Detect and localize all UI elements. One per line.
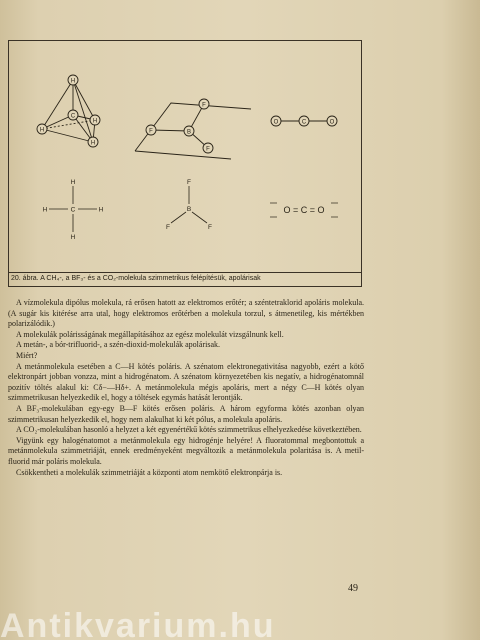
figure-20	[8, 40, 362, 287]
paragraph: A metán-, a bór-trifluorid-, a szén-dioxid-molekulák apolárisak.	[16, 340, 220, 350]
atom-label-b: B	[186, 206, 192, 213]
paragraph: Miért?	[16, 350, 38, 360]
paragraph: A vízmolekula dipólus molekula, rá erősen hatott az elektromos erőtér; a széntetraklorid apoláris molekula. (A sugár kis kitérése arra utal, hogy elektromos erőtérben a molekula torzul, s átmenetileg, kis mértékben polarizálódik.)	[8, 298, 364, 329]
atom-label-f: F	[202, 102, 206, 109]
atom-label-c: C	[70, 113, 76, 120]
atom-label-f: F	[166, 224, 170, 231]
atom-label-h: H	[98, 206, 104, 214]
paragraph: A CO₂-molekulában hasonló a helyzet a két egyenértékű kötés szimmetrikus elhelyezkedése következtében.	[16, 425, 362, 435]
paragraph: Csökkentheti a molekulák szimmetriáját a központi atom nemkötő elektronpárja is.	[16, 467, 283, 477]
atom-label-h: H	[70, 234, 76, 241]
bf3-structural-formula	[171, 186, 207, 223]
atom-label-o: O	[329, 119, 335, 126]
atom-label-h: H	[42, 206, 48, 214]
molecule-diagrams	[9, 41, 361, 275]
atom-label-f: F	[208, 224, 212, 231]
atom-label-h: H	[92, 118, 98, 125]
atom-label-c: C	[70, 206, 76, 214]
atom-label-o: O	[273, 119, 279, 126]
atom-label-c: C	[301, 119, 307, 126]
atom-label-h: H	[70, 78, 76, 85]
atom-label-h: H	[90, 140, 96, 147]
atom-label-h: H	[70, 179, 76, 186]
paragraph: A BF₃-molekulában egy-egy B—F kötés erősen poláris. A három egyforma kötés azonban olyan szimmetrikusan helyezkedik el, hogy nem alakulhat ki két pólus, a molekula apoláris.	[8, 403, 364, 424]
atom-label-h: H	[39, 127, 45, 134]
watermark: Antikvarium.hu	[0, 612, 276, 640]
atom-label-f: F	[187, 179, 191, 186]
figure-caption: 20. ábra. A CH₄-, a BF₃- és a CO₂-molekula szimmetrikus felépítésük, apolárisak	[9, 272, 361, 286]
ch4-tetrahedron	[39, 80, 98, 142]
paragraph: Vigyünk egy halogénatomot a metánmolekula egy hidrogénje helyére! A fluoratommal megbontottuk a metánmolekula szimmetriáját, ennek eredményeként megváltozik a metánmolekula polaritása is. A metil-fluorid már poláris molekula.	[8, 435, 364, 466]
page-number: 49	[348, 583, 358, 594]
atom-label-f: F	[149, 128, 153, 135]
paragraph: A molekulák polárisságának megállapításához az egész molekulát vizsgálnunk kell.	[16, 329, 284, 339]
body-text	[8, 298, 364, 478]
co2-lewis-formula: O = C = O	[283, 205, 325, 215]
paragraph: A metánmolekula esetében a C—H kötés poláris. A szénatom elektronegativitása nagyobb, ezért a kötő elektronpárt jobban vonzza, mint a hidrogénatom. A szénatom környezetében kis negatív, a hidrogénatomnál pozitív töltés alakul ki: Cδ−—Hδ+. A metánmolekula mégis apoláris, mert a négy C—H kötés olyan szimmetrikusan helyezkedik el, hogy a töltések egymás hatását lerontják.	[8, 361, 364, 403]
atom-label-f: F	[206, 146, 210, 153]
atom-label-b: B	[186, 129, 192, 136]
